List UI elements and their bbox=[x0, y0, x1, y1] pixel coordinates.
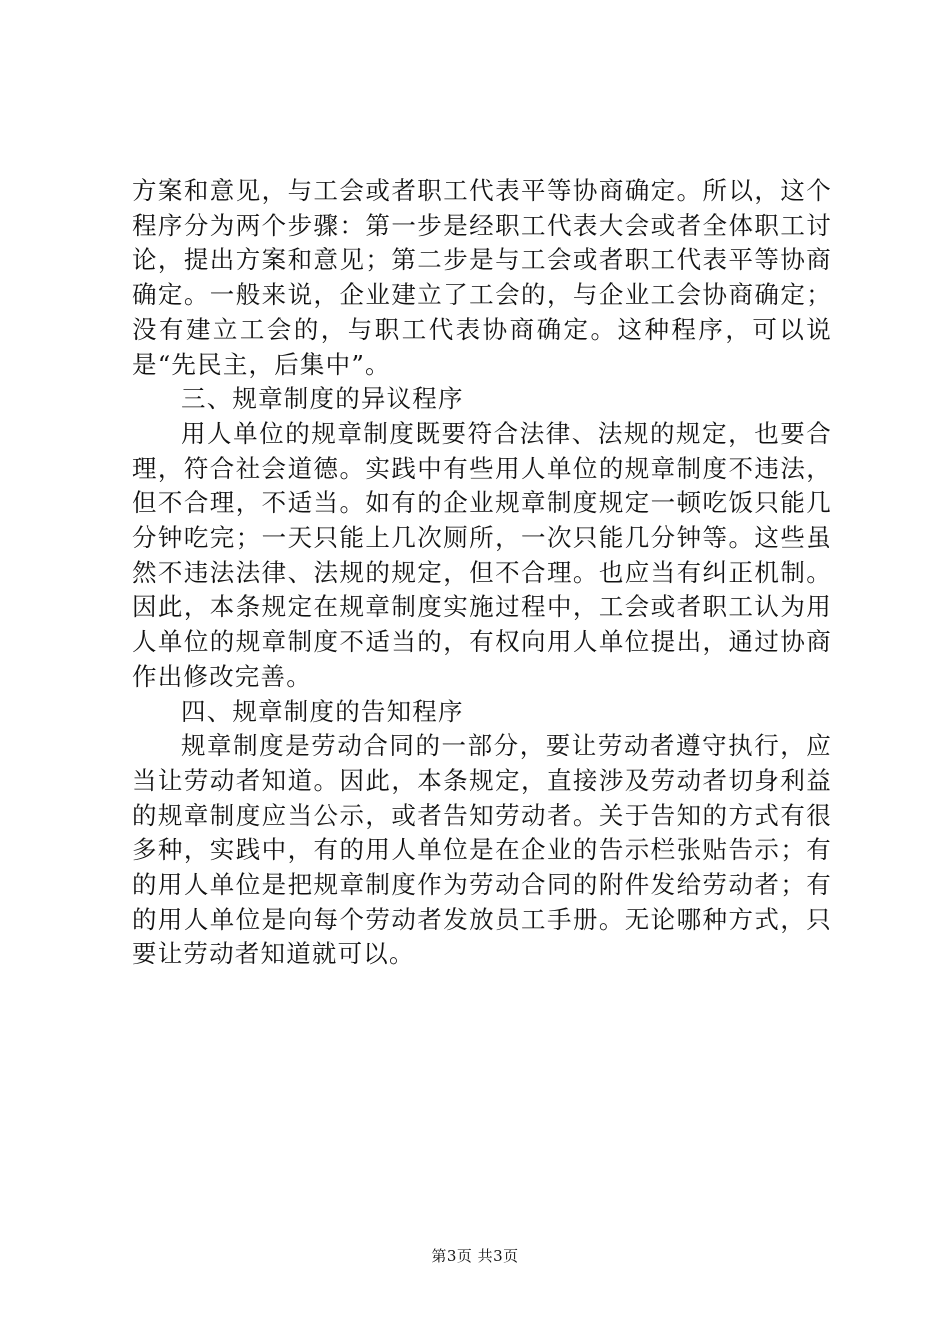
section-heading-notification: 四、规章制度的告知程序 bbox=[181, 696, 464, 726]
section-heading-objection: 三、规章制度的异议程序 bbox=[181, 384, 464, 414]
paragraph-continuation: 方案和意见，与工会或者职工代表平等协商确定。所以，这个程序分为两个步骤：第一步是经职工代表大会或者全体职工讨论，提出方案和意见；第二步是与工会或者职工代表平等协商确定。一般来说，企业建立了工会的，与企业工会协商确定；没有建立工会的，与职工代表协商确定。这种程序，可以说是“先民主，后集中”。 bbox=[132, 176, 832, 379]
paragraph-objection-procedure: 用人单位的规章制度既要符合法律、法规的规定，也要合理，符合社会道德。实践中有些用人单位的规章制度不违法，但不合理，不适当。如有的企业规章制度规定一顿吃饭只能几分钟吃完；一天只能上几次厕所，一次只能几分钟等。这些虽然不违法法律、法规的规定，但不合理。也应当有纠正机制。因此，本条规定在规章制度实施过程中，工会或者职工认为用人单位的规章制度不适当的，有权向用人单位提出，通过协商作出修改完善。 bbox=[132, 418, 832, 691]
page-number-footer: 第3页 共3页 bbox=[431, 1247, 519, 1265]
document-body bbox=[132, 174, 832, 972]
paragraph-notification-procedure: 规章制度是劳动合同的一部分，要让劳动者遵守执行，应当让劳动者知道。因此，本条规定，直接涉及劳动者切身利益的规章制度应当公示，或者告知劳动者。关于告知的方式有很多种，实践中，有的用人单位是在企业的告示栏张贴告示；有的用人单位是把规章制度作为劳动合同的附件发给劳动者；有的用人单位是向每个劳动者发放员工手册。无论哪种方式，只要让劳动者知道就可以。 bbox=[132, 731, 832, 969]
